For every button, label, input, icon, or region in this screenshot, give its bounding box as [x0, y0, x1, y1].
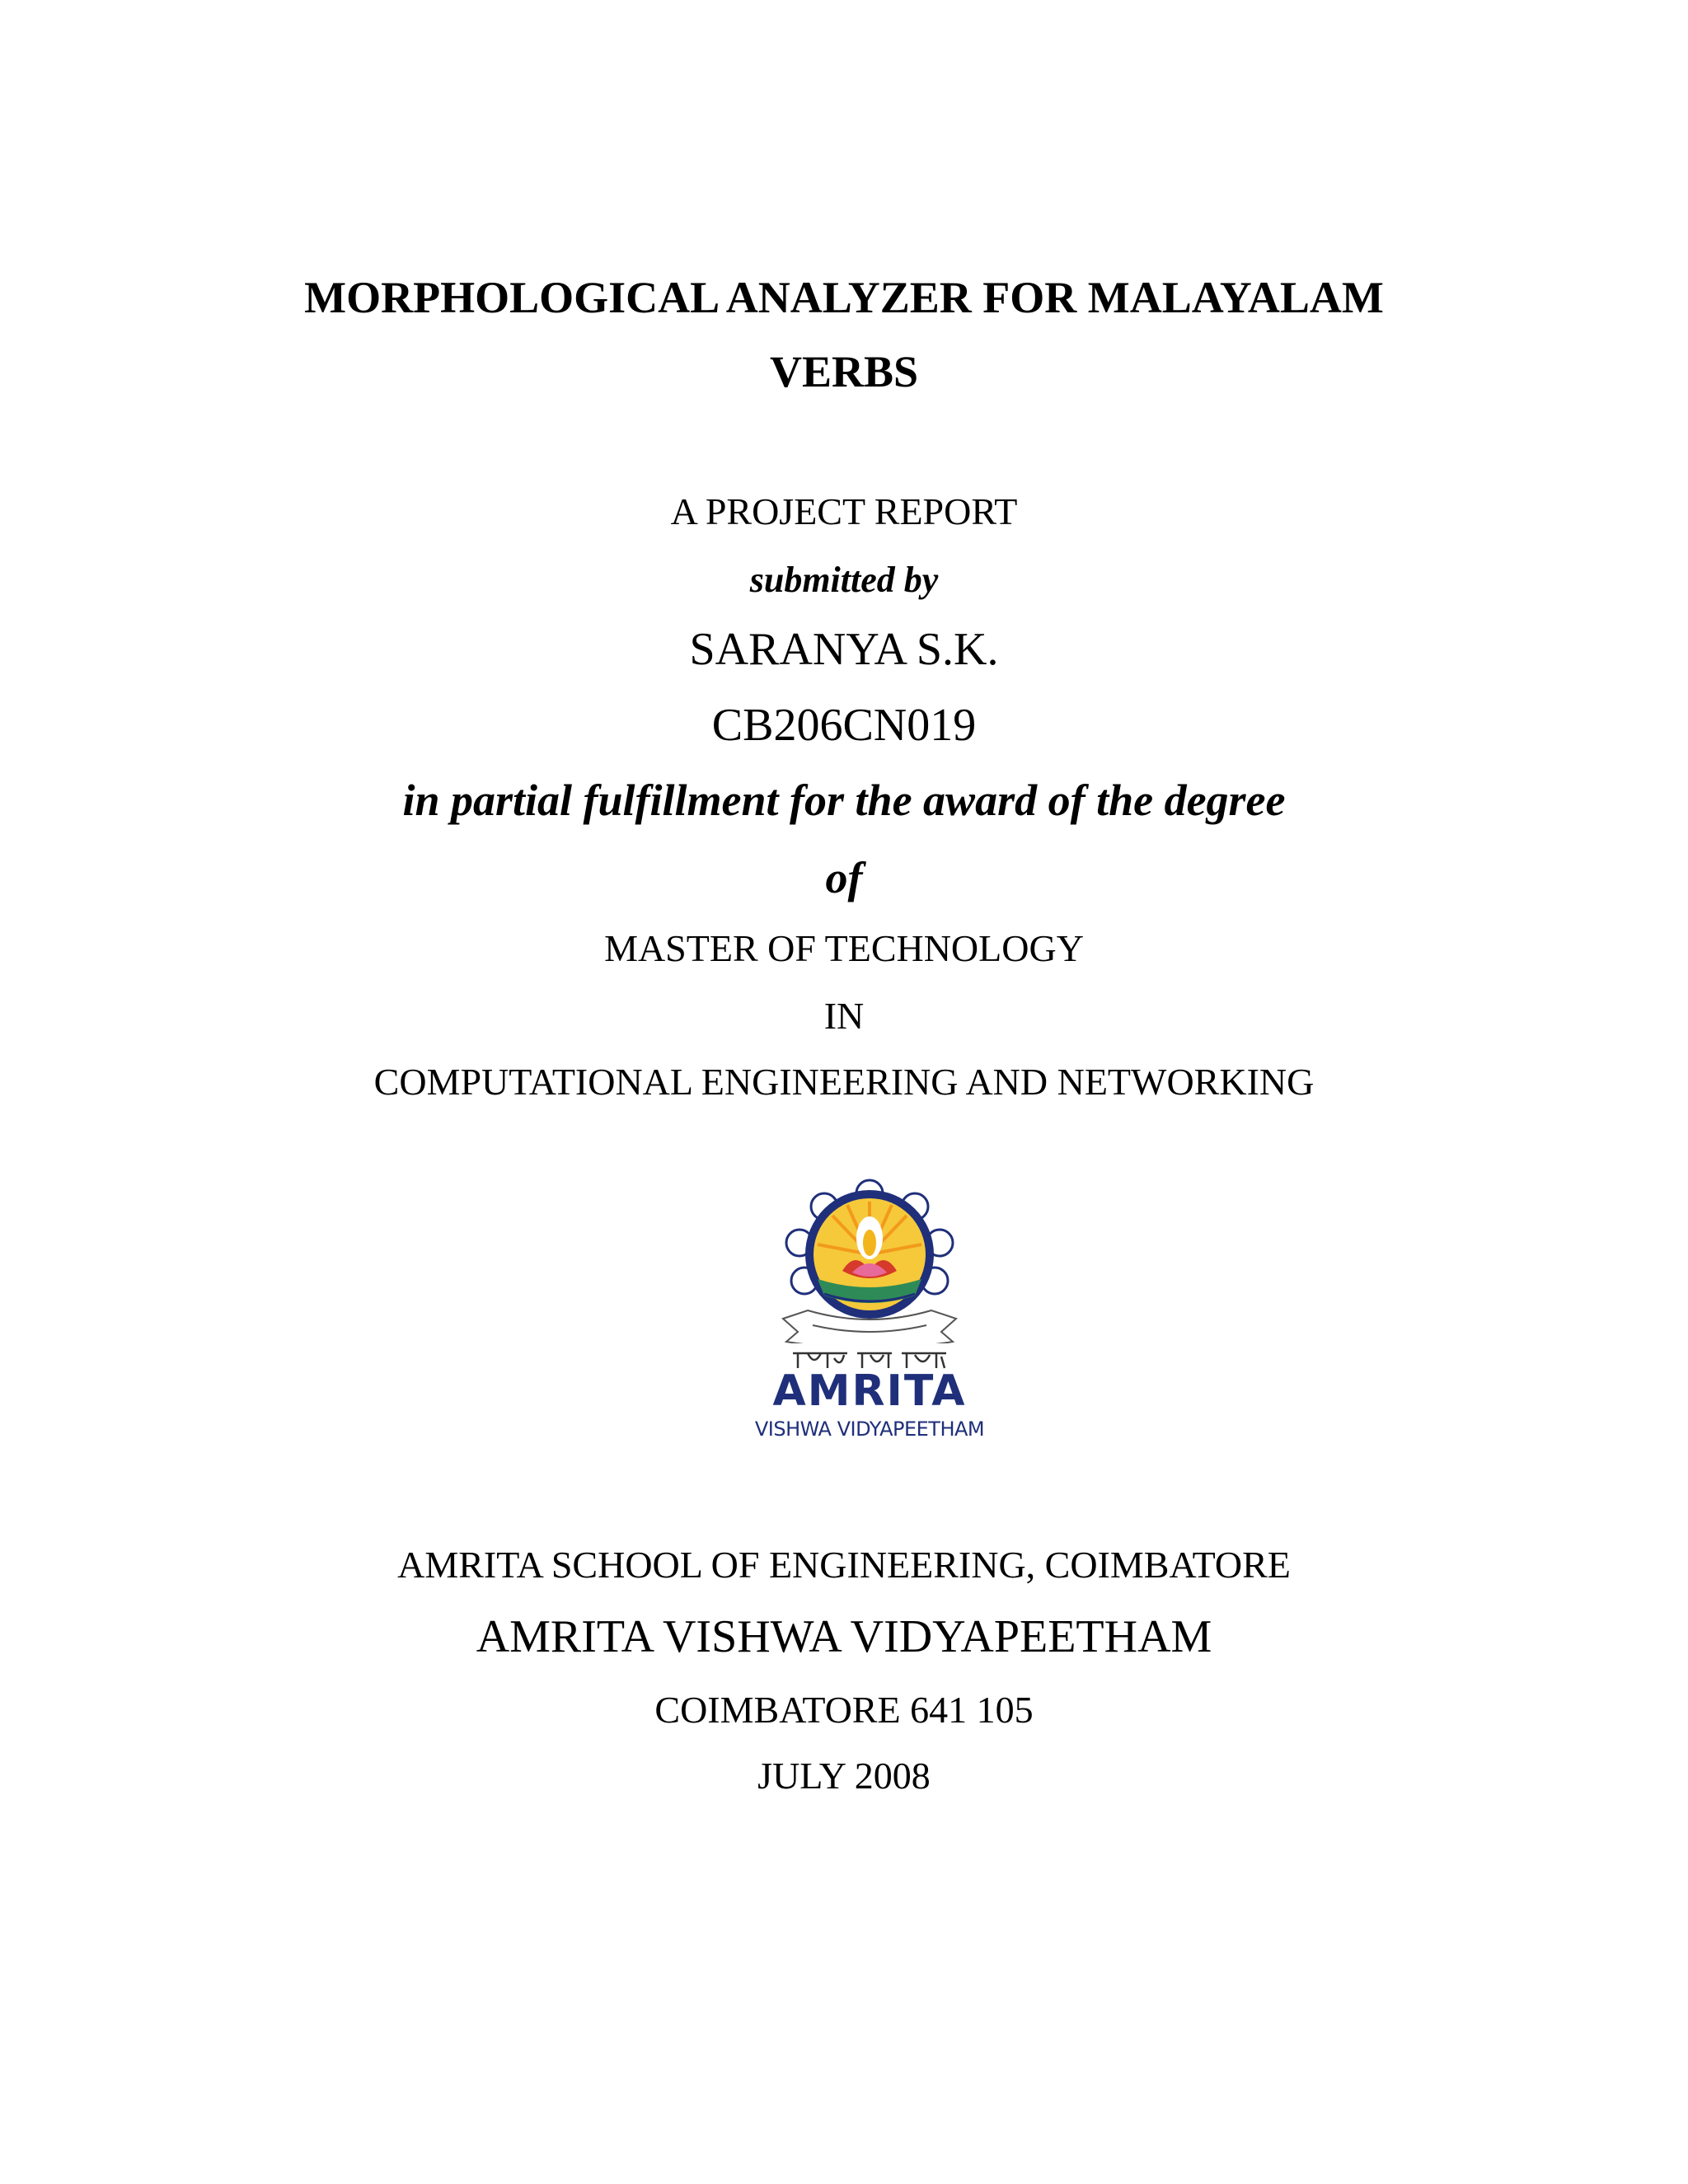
degree-connector: IN — [823, 995, 865, 1037]
school-name: AMRITA SCHOOL OF ENGINEERING, COIMBATORE — [397, 1544, 1291, 1586]
report-type: A PROJECT REPORT — [670, 490, 1018, 532]
submission-date: JULY 2008 — [757, 1755, 931, 1797]
register-number: CB206CN019 — [711, 700, 977, 751]
submitted-by-label: submitted by — [749, 560, 939, 600]
degree-branch: COMPUTATIONAL ENGINEERING AND NETWORKING — [373, 1061, 1315, 1103]
fulfillment-of: of — [825, 853, 863, 902]
degree-name: MASTER OF TECHNOLOGY — [604, 927, 1084, 969]
fulfillment-statement: in partial fulfillment for the award of the degree — [402, 776, 1286, 825]
author-name: SARANYA S.K. — [689, 624, 999, 675]
report-title-line-1: MORPHOLOGICAL ANALYZER FOR MALAYALAM — [304, 273, 1384, 322]
university-seal-icon — [767, 1179, 973, 1343]
logo-wordmark: AMRITA — [772, 1366, 967, 1416]
university-logo — [742, 1179, 997, 1451]
logo-subtitle: VISHWA VIDYAPEETHAM — [754, 1418, 985, 1441]
report-title-line-2: VERBS — [769, 347, 919, 396]
university-name: AMRITA VISHWA VIDYAPEETHAM — [476, 1611, 1212, 1662]
city-postal: COIMBATORE 641 105 — [654, 1689, 1034, 1731]
